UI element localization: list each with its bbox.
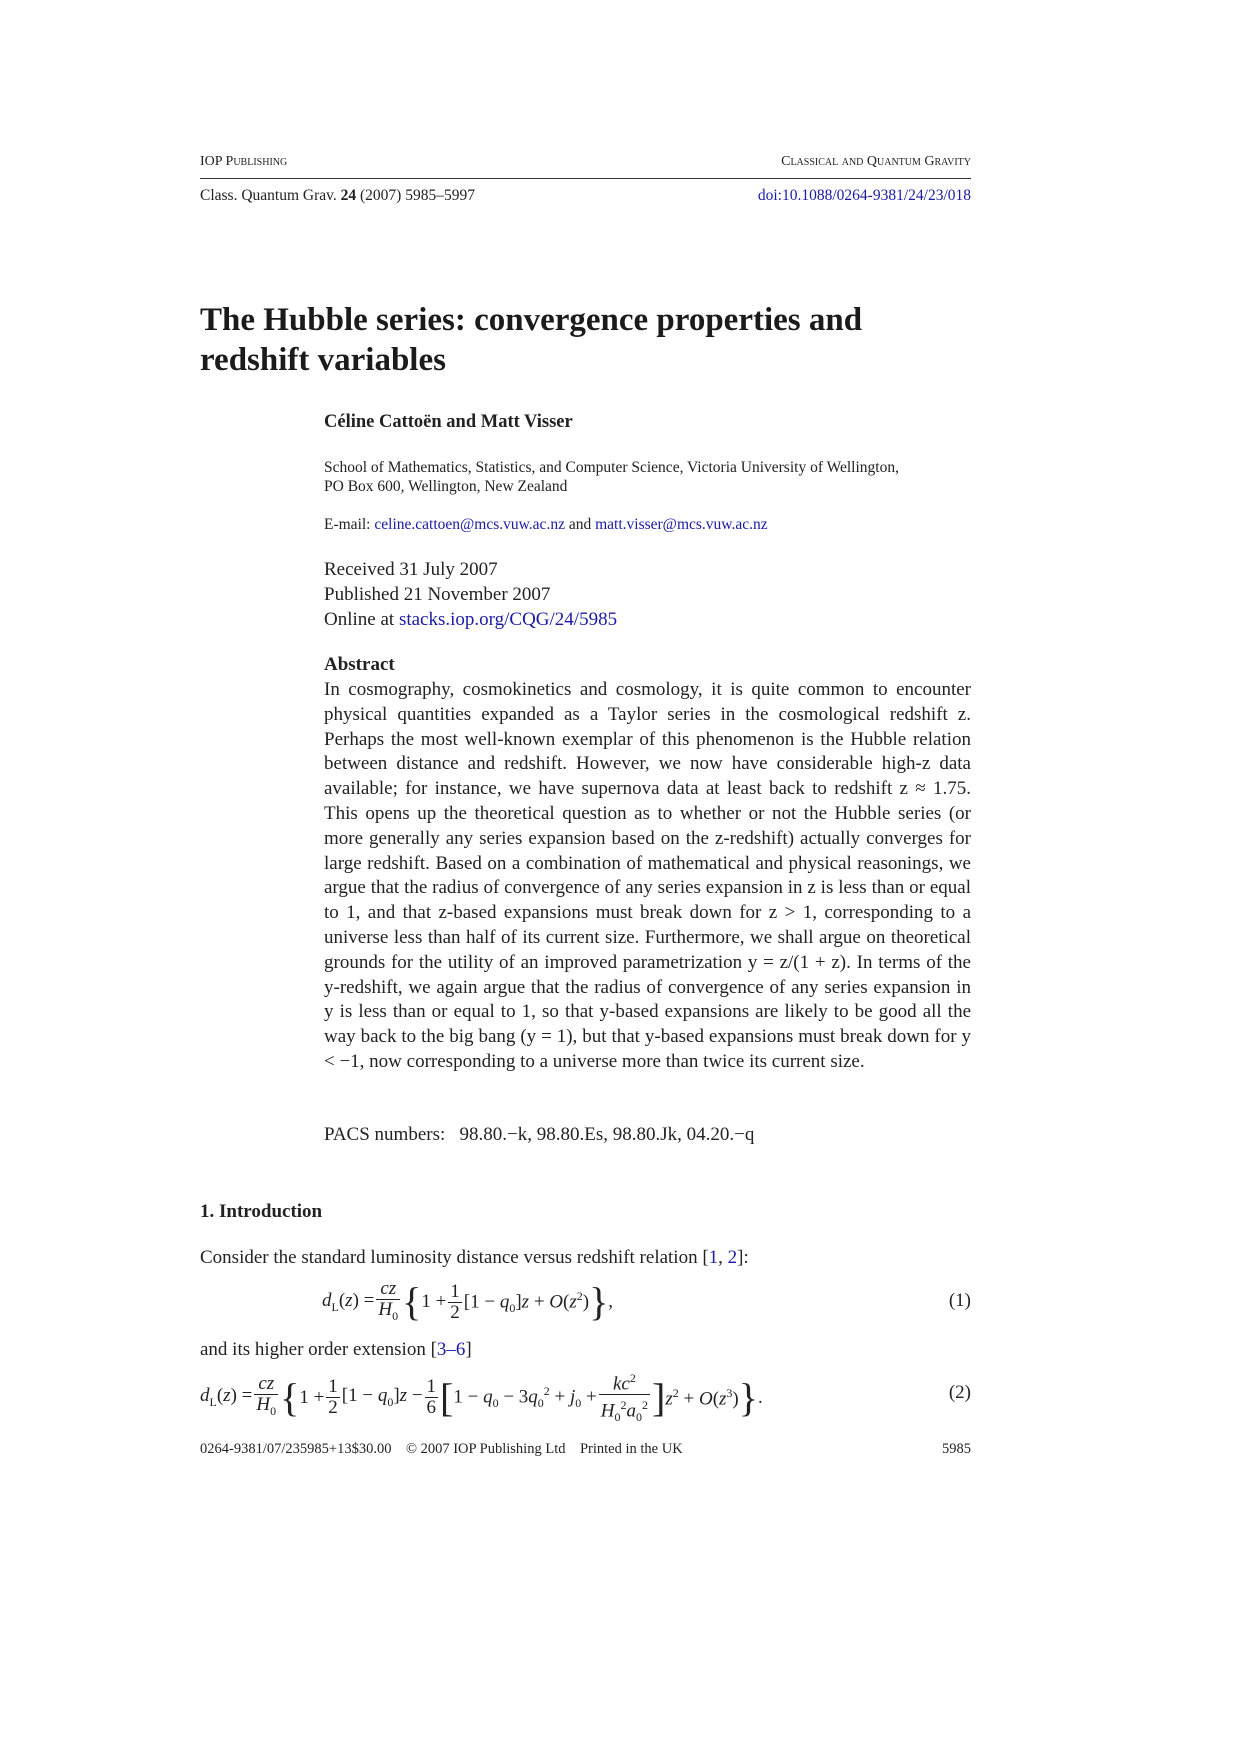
intro-paragraph-2: and its higher order extension [3–6]: [200, 1339, 472, 1360]
email-line: [324, 516, 768, 534]
publication-dates: [324, 557, 617, 632]
published-date: Published 21 November 2007: [324, 584, 551, 605]
pacs-label: PACS numbers:: [324, 1124, 446, 1145]
equation-2: $d_L(z)$ = $\frac{cz}{H_0}$ { 1 + $\frac{1}{2}$ $[1 - q_0]z$ − $\frac{1}{6}$ [ $1 - q_0 - 3q_0^2 + j_0$ + $\frac{kc^2}{H_0^2a_0^2}$ ] $z^2 + O(z^3)$ } .: [200, 1368, 763, 1427]
abstract-text: In cosmography, cosmokinetics and cosmology, it is quite common to encounter physical quantities expanded as a Taylor series in the cosmological redshift z. Perhaps the most well-known exemplar of this phenomenon is the Hubble relation between distance and redshift. However, we now have considerable high-z data available; for instance, we have supernova data at least back to redshift z ≈ 1.75. This opens up the theoretical question as to whether or not the Hubble series (or more generally any series expansion based on the z-redshift) actually converges for large redshift. Based on a combination of mathematical and physical reasonings, we argue that the radius of convergence of any series expansion in z is less than or equal to 1, and that z-based expansions must break down for z > 1, corresponding to a universe less than half of its current size. Furthermore, we shall argue on theoretical grounds for the utility of an improved parametrization y = z/(1 + z). In terms of the y-redshift, we again argue that the radius of convergence of any series expansion in y is less than or equal to 1, so that y-based expansions are likely to be good all the way back to the big bang (y = 1), but that y-based expansions must break down for y < −1, now corresponding to a universe more than twice its current size.: [324, 679, 971, 1072]
online-link[interactable]: stacks.iop.org/CQG/24/5985: [398, 609, 618, 630]
ref-link-2[interactable]: 2: [727, 1247, 738, 1268]
footer-printed: Printed in the UK: [579, 1441, 683, 1457]
online-line: Online at stacks.iop.org/CQG/24/5985: [324, 609, 618, 630]
ref-link-3-6[interactable]: 3–6: [436, 1339, 466, 1360]
citation: Class. Quantum Grav. 24 (2007) 5985–5997: [200, 187, 475, 204]
footer-info: [200, 1441, 683, 1458]
email-link-visser[interactable]: matt.visser@mcs.vuw.ac.nz: [595, 516, 768, 533]
abstract-heading: Abstract: [324, 654, 395, 675]
equation-1-number: (1): [948, 1290, 971, 1311]
footer-copyright: © 2007 IOP Publishing Ltd: [405, 1441, 566, 1457]
authors: Céline Cattoën and Matt Visser: [324, 412, 573, 432]
equation-2-number: (2): [948, 1382, 971, 1403]
received-date: Received 31 July 2007: [324, 559, 498, 580]
email-label: E-mail:: [324, 516, 371, 533]
footer-code: 0264-9381/07/235985+13$30.00: [200, 1441, 392, 1457]
intro-paragraph-1: Consider the standard luminosity distance versus redshift relation [1, 2]:: [200, 1247, 749, 1268]
pacs-numbers: [324, 1124, 754, 1146]
email-joiner: and: [568, 516, 592, 533]
section-heading-introduction: 1. Introduction: [200, 1201, 323, 1222]
affiliation-line-2: PO Box 600, Wellington, New Zealand: [324, 478, 568, 495]
equation-1: $d_L(z)$ = $\frac{cz}{H_0}$ { 1 + $\frac{1}{2}$ $[1 - q_0]z + O(z^2)$ } ,: [322, 1278, 614, 1325]
doi-link[interactable]: doi:10.1088/0264-9381/24/23/018: [757, 187, 971, 204]
ref-link-1[interactable]: 1: [708, 1247, 719, 1268]
paper-title: The Hubble series: convergence properties and redshift variables: [200, 302, 863, 378]
header-rule: [200, 178, 971, 179]
volume: 24: [340, 187, 357, 204]
publisher-name: IOP Publishing: [200, 154, 288, 169]
journal-name: Classical and Quantum Gravity: [781, 154, 971, 169]
affiliation: [324, 458, 974, 496]
affiliation-line-1: School of Mathematics, Statistics, and Computer Science, Victoria University of Wellington,: [324, 459, 899, 476]
page-number: 5985: [942, 1441, 971, 1457]
pacs-values: 98.80.−k, 98.80.Es, 98.80.Jk, 04.20.−q: [459, 1124, 755, 1145]
email-link-cattoen[interactable]: celine.cattoen@mcs.vuw.ac.nz: [374, 516, 565, 533]
